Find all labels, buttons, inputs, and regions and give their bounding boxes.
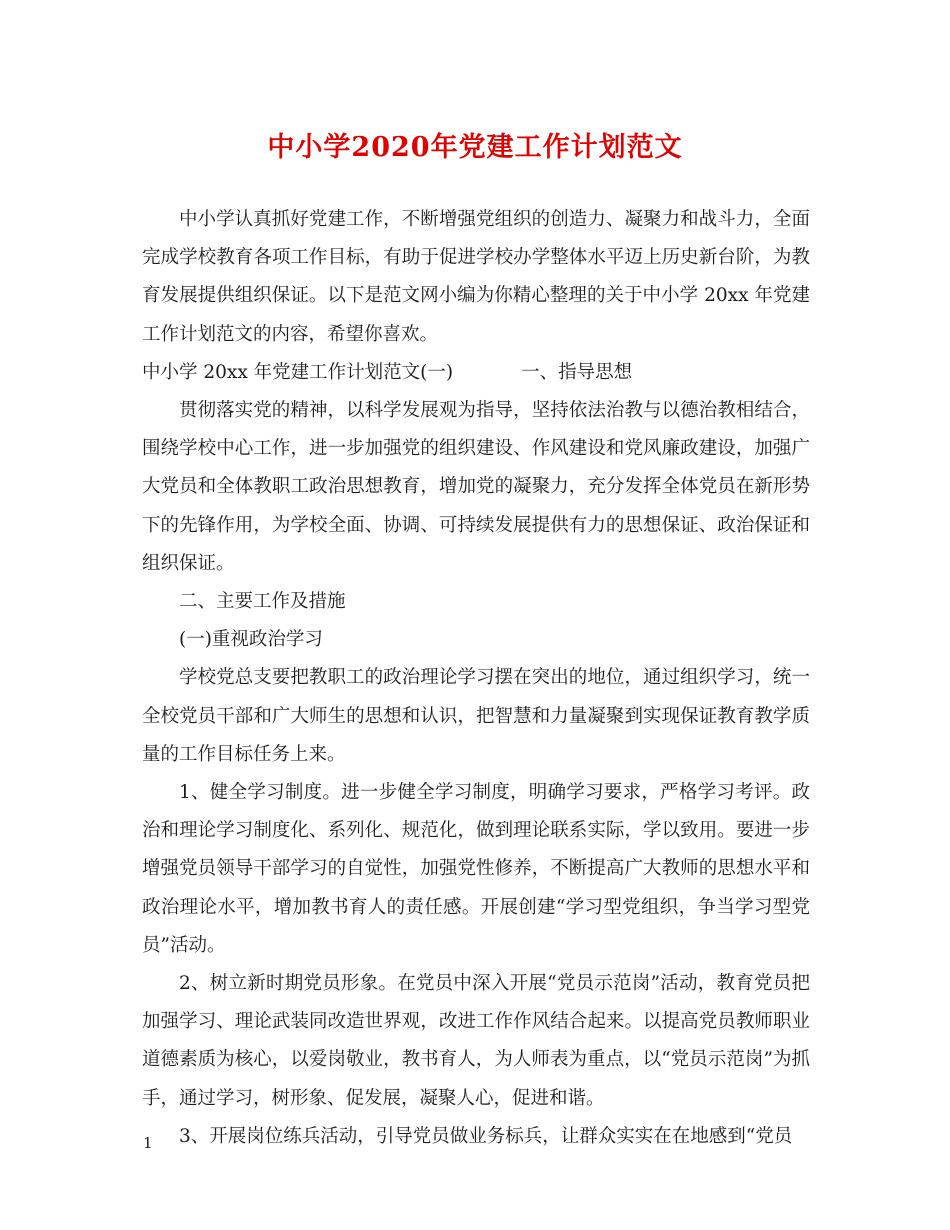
subsection1-heading: (一)重视政治学习 xyxy=(179,629,323,651)
page-number: 1 xyxy=(143,1134,153,1152)
document-title: 中小学2020年党建工作计划范文 xyxy=(267,132,683,163)
subtitle: 中小学 20xx 年党建工作计划范文(一) xyxy=(142,361,454,383)
section1-heading: 一、指导思想 xyxy=(521,361,633,383)
intro-paragraph: 中小学认真抓好党建工作，不断增强党组织的创造力、凝聚力和战斗力，全面完成学校教育各项工作目标，有助于促进学校办学整体水平迈上历史新台阶，为教育发展提供组织保证。以下是范文网小编为你精心整理的关于中小学 20xx 年党建工作计划范文的内容，希望你喜欢。 xyxy=(142,209,810,345)
subsection1-paragraph: 学校党总支要把教职工的政治理论学习摆在突出的地位，通过组织学习，统一全校党员干部和广大师生的思想和认识，把智慧和力量凝聚到实现保证教育教学质量的工作目标任务上来。 xyxy=(142,667,810,765)
subtitle-line xyxy=(142,354,810,392)
section2-heading: 二、主要工作及措施 xyxy=(179,591,346,613)
section1-paragraph: 贯彻落实党的精神，以科学发展观为指导，坚持依法治教与以德治教相结合，围绕学校中心工作，进一步加强党的组织建设、作风建设和党风廉政建设，加强广大党员和全体教职工政治思想教育，增加党的凝聚力，充分发挥全体党员在新形势下的先锋作用，为学校全面、协调、可持续发展提供有力的思想保证、政治保证和组织保证。 xyxy=(142,400,810,574)
item3-paragraph: 3、开展岗位练兵活动，引导党员做业务标兵，让群众实实在在地感到“党员 xyxy=(179,1125,793,1147)
document-body xyxy=(142,201,810,1156)
item1-paragraph: 1、健全学习制度。进一步健全学习制度，明确学习要求，严格学习考评。政治和理论学习制度化、系列化、规范化，做到理论联系实际，学以致用。要进一步增强党员领导干部学习的自觉性，加强党性修养，不断提高广大教师的思想水平和政治理论水平，增加教书育人的责任感。开展创建“学习型党组织，争当学习型党员”活动。 xyxy=(142,782,810,956)
item2-paragraph: 2、树立新时期党员形象。在党员中深入开展“党员示范岗”活动，教育党员把加强学习、理论武装同改造世界观，改进工作作风结合起来。以提高党员教师职业道德素质为核心，以爱岗敬业，教书育人，为人师表为重点，以“党员示范岗”为抓手，通过学习，树形象、促发展，凝聚人心，促进和谐。 xyxy=(142,973,810,1109)
